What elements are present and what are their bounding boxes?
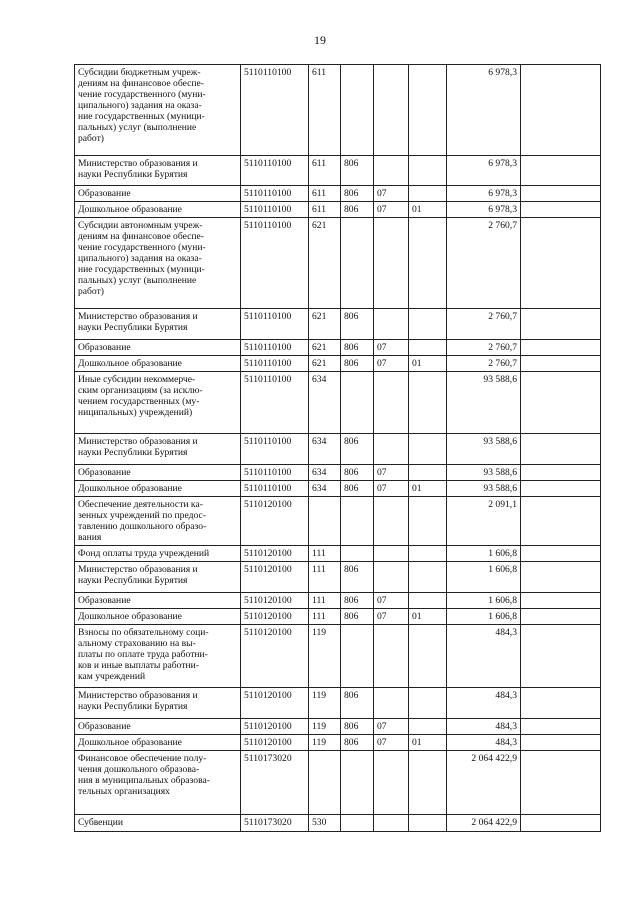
- row-subsection-cell: [409, 719, 447, 735]
- row-name-cell: Министерство образования и науки Республики Бурятия: [75, 562, 241, 593]
- row-empty-cell: [521, 751, 601, 815]
- row-section-cell: [374, 309, 409, 340]
- row-code-cell: 5110110100: [241, 309, 309, 340]
- row-amount-cell: 1 606,8: [447, 562, 521, 593]
- table-row: [75, 481, 601, 497]
- table-row: [75, 593, 601, 609]
- row-section-cell: 07: [374, 609, 409, 625]
- table-row: [75, 218, 601, 309]
- row-ministry-code-cell: 806: [341, 356, 374, 372]
- row-amount-cell: 2 064 422,9: [447, 815, 521, 832]
- row-subsection-cell: [409, 465, 447, 481]
- row-section-cell: 07: [374, 719, 409, 735]
- row-name-cell: Дошкольное образование: [75, 202, 241, 218]
- row-amount-cell: 93 588,6: [447, 481, 521, 497]
- row-empty-cell: [521, 719, 601, 735]
- row-code-cell: 5110120100: [241, 688, 309, 719]
- row-name-cell: Субсидии бюджетным учреж- дениям на финансовое обеспе- чение государственного (муни- ципального) задания на оказа- ние государственных (муници- пальных) услуг (выполнение работ): [75, 65, 241, 156]
- row-subsection-cell: 01: [409, 356, 447, 372]
- row-expense-type-cell: 119: [309, 625, 341, 688]
- row-amount-cell: 6 978,3: [447, 186, 521, 202]
- budget-table-body: [75, 65, 601, 832]
- row-name-cell: Дошкольное образование: [75, 356, 241, 372]
- row-empty-cell: [521, 202, 601, 218]
- row-ministry-code-cell: [341, 815, 374, 832]
- row-name-cell: Образование: [75, 719, 241, 735]
- row-amount-cell: 2 760,7: [447, 340, 521, 356]
- row-section-cell: 07: [374, 186, 409, 202]
- row-code-cell: 5110110100: [241, 434, 309, 465]
- table-row: [75, 309, 601, 340]
- row-subsection-cell: [409, 186, 447, 202]
- table-row: [75, 465, 601, 481]
- row-empty-cell: [521, 497, 601, 546]
- row-name-cell: Финансовое обеспечение полу- чения дошкольного образова- ния в муниципальных образова- тельных организациях: [75, 751, 241, 815]
- row-ministry-code-cell: 806: [341, 309, 374, 340]
- row-name-cell: Министерство образования и науки Республики Бурятия: [75, 434, 241, 465]
- row-ministry-code-cell: 806: [341, 481, 374, 497]
- row-amount-cell: 484,3: [447, 625, 521, 688]
- row-amount-cell: 2 760,7: [447, 356, 521, 372]
- row-expense-type-cell: 530: [309, 815, 341, 832]
- row-code-cell: 5110110100: [241, 356, 309, 372]
- table-row: [75, 497, 601, 546]
- row-expense-type-cell: 111: [309, 562, 341, 593]
- row-empty-cell: [521, 735, 601, 751]
- row-name-cell: Министерство образования и науки Республики Бурятия: [75, 309, 241, 340]
- row-name-cell: Образование: [75, 186, 241, 202]
- row-subsection-cell: [409, 688, 447, 719]
- row-expense-type-cell: 611: [309, 202, 341, 218]
- row-expense-type-cell: 119: [309, 719, 341, 735]
- row-amount-cell: 6 978,3: [447, 156, 521, 186]
- row-ministry-code-cell: [341, 65, 374, 156]
- row-ministry-code-cell: 806: [341, 156, 374, 186]
- table-row: [75, 372, 601, 434]
- row-expense-type-cell: 611: [309, 65, 341, 156]
- row-subsection-cell: [409, 497, 447, 546]
- row-empty-cell: [521, 593, 601, 609]
- row-code-cell: 5110173020: [241, 751, 309, 815]
- row-expense-type-cell: 111: [309, 609, 341, 625]
- row-ministry-code-cell: 806: [341, 434, 374, 465]
- table-row: [75, 202, 601, 218]
- row-code-cell: 5110120100: [241, 609, 309, 625]
- row-amount-cell: 93 588,6: [447, 372, 521, 434]
- table-row: [75, 340, 601, 356]
- table-row: [75, 609, 601, 625]
- row-subsection-cell: [409, 372, 447, 434]
- row-code-cell: 5110120100: [241, 719, 309, 735]
- row-subsection-cell: [409, 218, 447, 309]
- row-code-cell: 5110120100: [241, 735, 309, 751]
- row-name-cell: Дошкольное образование: [75, 609, 241, 625]
- row-amount-cell: 484,3: [447, 719, 521, 735]
- row-empty-cell: [521, 481, 601, 497]
- row-section-cell: [374, 688, 409, 719]
- row-section-cell: [374, 751, 409, 815]
- row-ministry-code-cell: [341, 546, 374, 562]
- row-code-cell: 5110110100: [241, 340, 309, 356]
- row-section-cell: [374, 562, 409, 593]
- row-code-cell: 5110110100: [241, 465, 309, 481]
- row-name-cell: Фонд оплаты труда учреждений: [75, 546, 241, 562]
- budget-table: [74, 64, 601, 832]
- row-ministry-code-cell: 806: [341, 562, 374, 593]
- row-section-cell: 07: [374, 465, 409, 481]
- row-empty-cell: [521, 65, 601, 156]
- row-ministry-code-cell: 806: [341, 609, 374, 625]
- row-ministry-code-cell: 806: [341, 340, 374, 356]
- row-ministry-code-cell: [341, 497, 374, 546]
- row-code-cell: 5110110100: [241, 481, 309, 497]
- row-amount-cell: 2 760,7: [447, 309, 521, 340]
- row-expense-type-cell: 119: [309, 735, 341, 751]
- row-ministry-code-cell: [341, 372, 374, 434]
- row-code-cell: 5110173020: [241, 815, 309, 832]
- row-empty-cell: [521, 815, 601, 832]
- row-amount-cell: 2 091,1: [447, 497, 521, 546]
- row-amount-cell: 2 760,7: [447, 218, 521, 309]
- row-code-cell: 5110120100: [241, 497, 309, 546]
- row-name-cell: Дошкольное образование: [75, 481, 241, 497]
- row-ministry-code-cell: 806: [341, 465, 374, 481]
- row-code-cell: 5110110100: [241, 156, 309, 186]
- row-name-cell: Субвенции: [75, 815, 241, 832]
- row-empty-cell: [521, 372, 601, 434]
- row-ministry-code-cell: 806: [341, 719, 374, 735]
- row-expense-type-cell: 634: [309, 372, 341, 434]
- row-empty-cell: [521, 688, 601, 719]
- row-code-cell: 5110110100: [241, 65, 309, 156]
- row-section-cell: [374, 218, 409, 309]
- row-expense-type-cell: 119: [309, 688, 341, 719]
- row-empty-cell: [521, 625, 601, 688]
- row-code-cell: 5110110100: [241, 202, 309, 218]
- row-subsection-cell: [409, 546, 447, 562]
- row-name-cell: Министерство образования и науки Республики Бурятия: [75, 156, 241, 186]
- row-subsection-cell: [409, 340, 447, 356]
- row-section-cell: 07: [374, 340, 409, 356]
- table-row: [75, 735, 601, 751]
- row-subsection-cell: [409, 625, 447, 688]
- row-code-cell: 5110120100: [241, 546, 309, 562]
- row-expense-type-cell: 621: [309, 356, 341, 372]
- row-ministry-code-cell: 806: [341, 688, 374, 719]
- table-row: [75, 751, 601, 815]
- row-amount-cell: 6 978,3: [447, 202, 521, 218]
- row-name-cell: Взносы по обязательному соци- альному страхованию на вы- платы по оплате труда работни- ков и иные выплаты работни- кам учреждений: [75, 625, 241, 688]
- row-amount-cell: 6 978,3: [447, 65, 521, 156]
- row-section-cell: [374, 372, 409, 434]
- table-row: [75, 156, 601, 186]
- row-ministry-code-cell: 806: [341, 735, 374, 751]
- row-code-cell: 5110110100: [241, 186, 309, 202]
- row-empty-cell: [521, 562, 601, 593]
- row-subsection-cell: 01: [409, 609, 447, 625]
- row-expense-type-cell: [309, 751, 341, 815]
- row-empty-cell: [521, 309, 601, 340]
- row-expense-type-cell: 621: [309, 309, 341, 340]
- row-ministry-code-cell: [341, 751, 374, 815]
- row-subsection-cell: 01: [409, 481, 447, 497]
- row-section-cell: 07: [374, 356, 409, 372]
- row-section-cell: 07: [374, 481, 409, 497]
- row-subsection-cell: [409, 751, 447, 815]
- row-name-cell: Образование: [75, 593, 241, 609]
- table-row: [75, 625, 601, 688]
- row-name-cell: Образование: [75, 340, 241, 356]
- row-empty-cell: [521, 340, 601, 356]
- row-amount-cell: 93 588,6: [447, 465, 521, 481]
- row-name-cell: Министерство образования и науки Республики Бурятия: [75, 688, 241, 719]
- row-subsection-cell: [409, 309, 447, 340]
- row-expense-type-cell: 634: [309, 465, 341, 481]
- row-name-cell: Образование: [75, 465, 241, 481]
- table-row: [75, 356, 601, 372]
- row-expense-type-cell: 634: [309, 434, 341, 465]
- table-row: [75, 719, 601, 735]
- table-row: [75, 434, 601, 465]
- table-row: [75, 562, 601, 593]
- page-number: 19: [314, 33, 326, 47]
- row-expense-type-cell: 634: [309, 481, 341, 497]
- row-expense-type-cell: [309, 497, 341, 546]
- row-code-cell: 5110110100: [241, 218, 309, 309]
- row-section-cell: [374, 65, 409, 156]
- row-subsection-cell: [409, 593, 447, 609]
- row-section-cell: [374, 625, 409, 688]
- row-subsection-cell: [409, 65, 447, 156]
- row-expense-type-cell: 611: [309, 186, 341, 202]
- row-code-cell: 5110120100: [241, 625, 309, 688]
- row-section-cell: [374, 156, 409, 186]
- row-amount-cell: 1 606,8: [447, 546, 521, 562]
- row-ministry-code-cell: [341, 625, 374, 688]
- table-row: [75, 546, 601, 562]
- row-name-cell: Обеспечение деятельности ка- зенных учреждений по предос- тавлению дошкольного образо- вания: [75, 497, 241, 546]
- row-code-cell: 5110120100: [241, 562, 309, 593]
- row-expense-type-cell: 111: [309, 546, 341, 562]
- row-empty-cell: [521, 186, 601, 202]
- row-amount-cell: 93 588,6: [447, 434, 521, 465]
- row-subsection-cell: [409, 562, 447, 593]
- row-subsection-cell: [409, 434, 447, 465]
- row-section-cell: 07: [374, 735, 409, 751]
- row-section-cell: 07: [374, 202, 409, 218]
- row-ministry-code-cell: 806: [341, 593, 374, 609]
- row-ministry-code-cell: 806: [341, 202, 374, 218]
- row-empty-cell: [521, 156, 601, 186]
- row-empty-cell: [521, 546, 601, 562]
- row-section-cell: [374, 815, 409, 832]
- row-empty-cell: [521, 218, 601, 309]
- row-name-cell: Субсидии автономным учреж- дениям на финансовое обеспе- чение государственного (муни- ципального) задания на оказа- ние государственных (муници- пальных) услуг (выполнение работ): [75, 218, 241, 309]
- table-row: [75, 815, 601, 832]
- row-expense-type-cell: 111: [309, 593, 341, 609]
- row-amount-cell: 1 606,8: [447, 609, 521, 625]
- row-amount-cell: 484,3: [447, 735, 521, 751]
- row-empty-cell: [521, 465, 601, 481]
- row-amount-cell: 1 606,8: [447, 593, 521, 609]
- row-subsection-cell: [409, 815, 447, 832]
- row-code-cell: 5110110100: [241, 372, 309, 434]
- row-expense-type-cell: 611: [309, 156, 341, 186]
- table-row: [75, 65, 601, 156]
- row-empty-cell: [521, 434, 601, 465]
- row-expense-type-cell: 621: [309, 340, 341, 356]
- row-name-cell: Дошкольное образование: [75, 735, 241, 751]
- row-subsection-cell: 01: [409, 202, 447, 218]
- row-name-cell: Иные субсидии некоммерче- ским организациям (за исклю- чением государственных (му- ниципальных) учреждений): [75, 372, 241, 434]
- row-subsection-cell: [409, 156, 447, 186]
- table-row: [75, 688, 601, 719]
- row-expense-type-cell: 621: [309, 218, 341, 309]
- row-subsection-cell: 01: [409, 735, 447, 751]
- row-section-cell: [374, 434, 409, 465]
- row-section-cell: [374, 546, 409, 562]
- row-ministry-code-cell: 806: [341, 186, 374, 202]
- table-row: [75, 186, 601, 202]
- row-section-cell: 07: [374, 593, 409, 609]
- row-code-cell: 5110120100: [241, 593, 309, 609]
- row-empty-cell: [521, 356, 601, 372]
- row-section-cell: [374, 497, 409, 546]
- row-empty-cell: [521, 609, 601, 625]
- row-ministry-code-cell: [341, 218, 374, 309]
- row-amount-cell: 2 064 422,9: [447, 751, 521, 815]
- row-amount-cell: 484,3: [447, 688, 521, 719]
